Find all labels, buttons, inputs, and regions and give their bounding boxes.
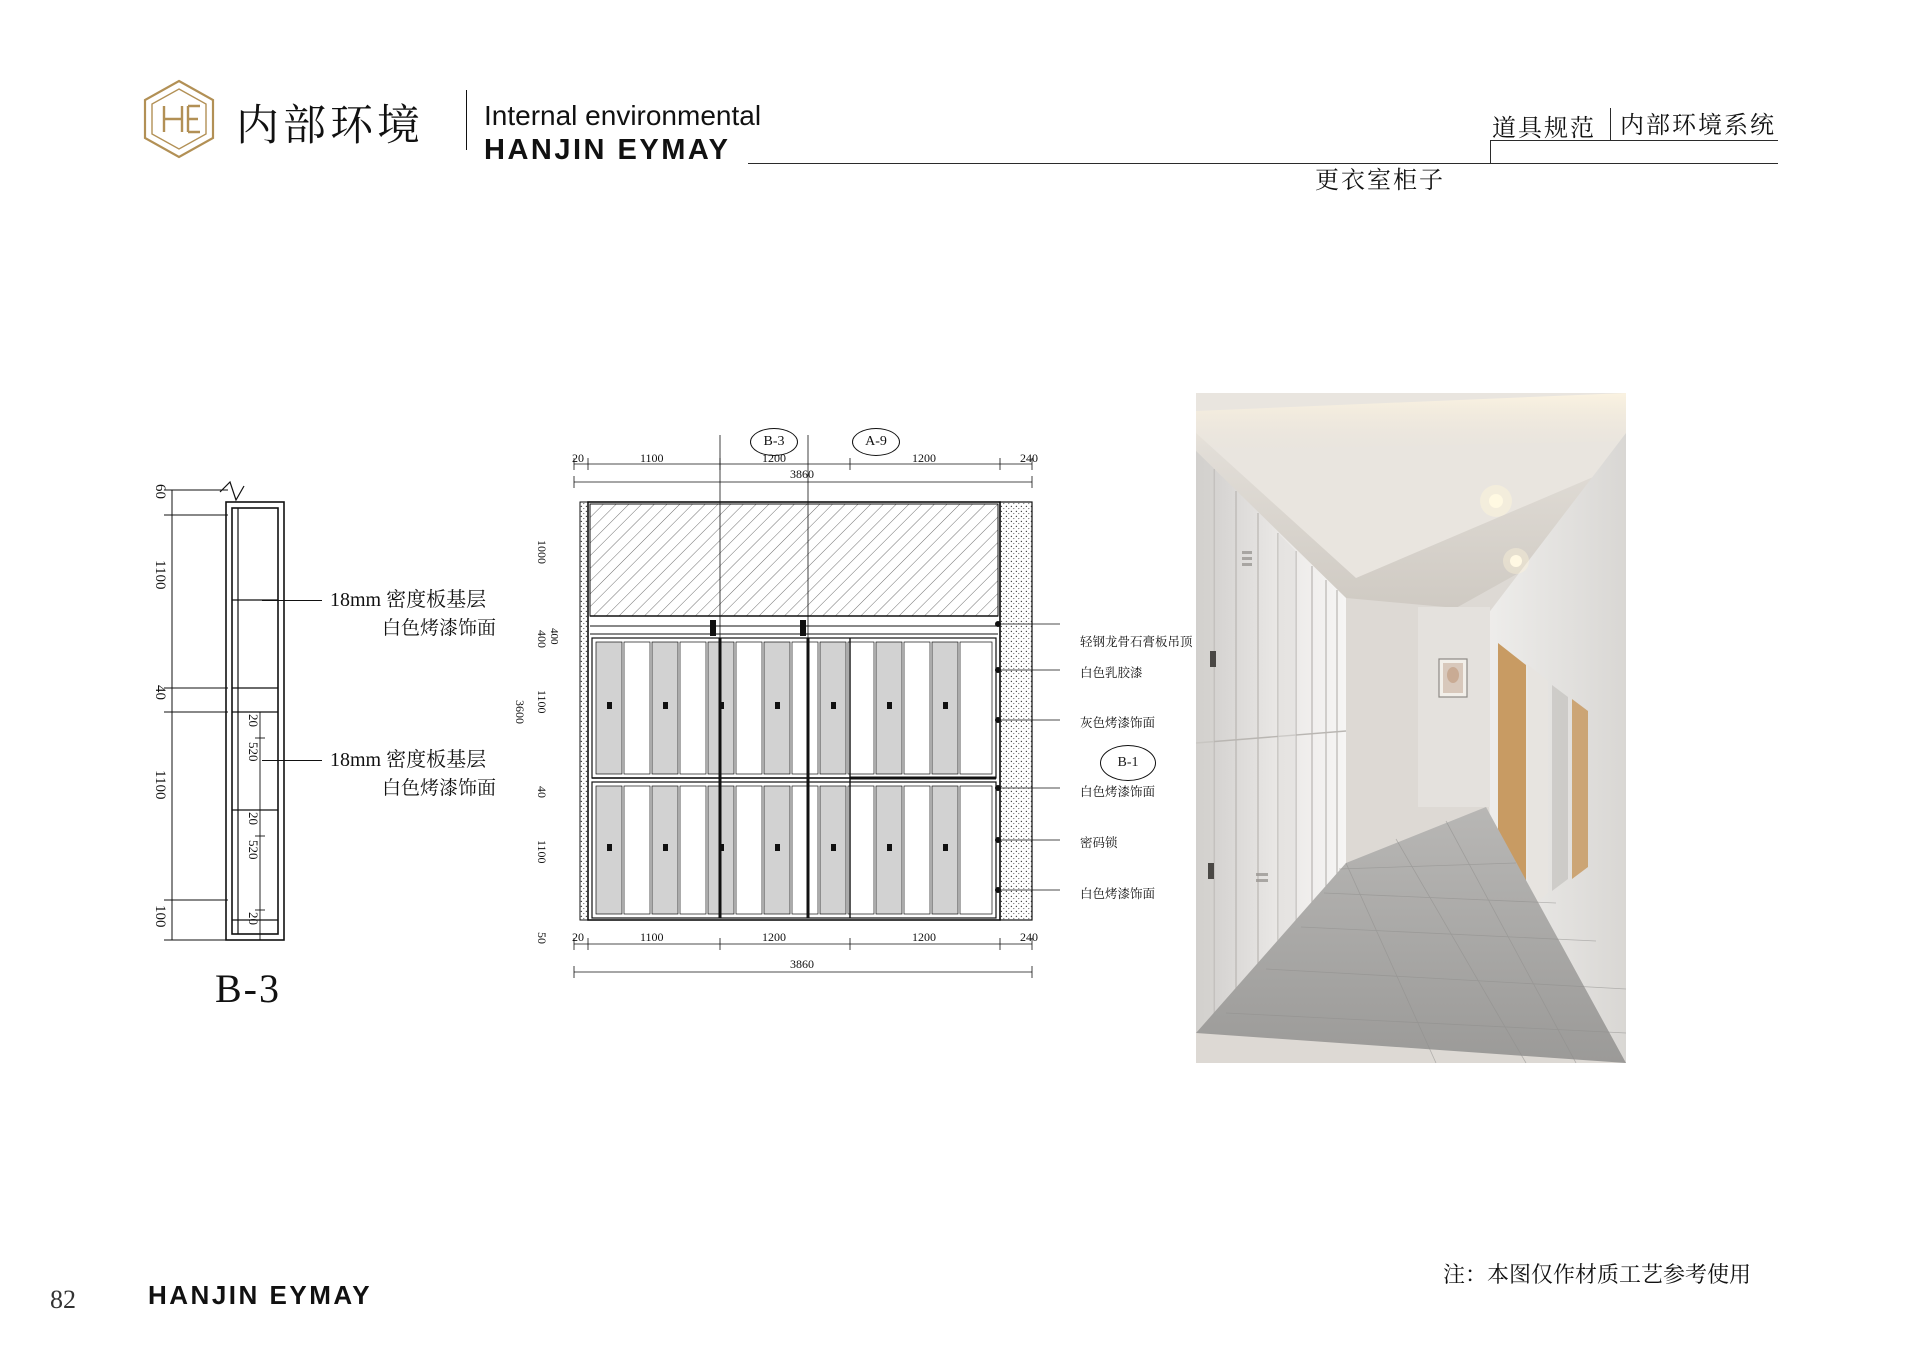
detail-bubble-a9[interactable]: A-9 (852, 428, 900, 456)
right-annot-2: 灰色烤漆饰面 (1080, 715, 1156, 730)
corridor-photo (1196, 393, 1626, 1063)
logo-divider (466, 90, 467, 150)
detail-bubble-b3[interactable]: B-3 (750, 428, 798, 456)
elev-left-dim-2: 1100 (535, 690, 549, 714)
elev-bot-dim-3: 1200 (912, 930, 936, 944)
right-annot-4: 密码锁 (1080, 835, 1118, 850)
detail-bubble-b1[interactable]: B-1 (1100, 745, 1156, 781)
elev-bot-dim-1: 1100 (640, 930, 664, 944)
header-rule-long (748, 163, 1778, 164)
dim-inner-1: 20 (246, 714, 261, 727)
annot-2-finish: 白色烤漆饰面 (382, 777, 497, 799)
elev-bot-dim-0: 20 (572, 930, 584, 944)
dim-inner-5: 20 (246, 912, 261, 925)
dim-left-2: 1100 (152, 560, 168, 590)
elev-bot-total: 3860 (790, 957, 814, 971)
page-header (0, 0, 1920, 230)
page-number: 82 (50, 1285, 76, 1314)
leader-line-2 (262, 760, 322, 761)
brand-wordmark: HANJIN EYMAY (484, 134, 731, 166)
section-drawing-b3 (150, 480, 510, 1000)
elev-left-dim-0: 1000 (535, 540, 549, 564)
annot-1-material: 18mm 密度板基层 (330, 589, 487, 611)
elevation-drawing (560, 420, 1080, 1040)
dim-left-4: 1100 (152, 770, 168, 800)
brand-logo-icon (138, 78, 220, 160)
elev-left-dim-3: 40 (535, 786, 549, 798)
dim-inner-3: 20 (246, 812, 261, 825)
elev-left-total: 3600 (513, 700, 527, 724)
brand-name-cn: 内部环境 (236, 101, 424, 151)
elev-top-dim-1: 1100 (640, 451, 664, 465)
leader-line-1 (262, 600, 322, 601)
right-annot-1: 白色乳胶漆 (1080, 665, 1143, 680)
brand-name-en: Internal environmental (484, 100, 762, 131)
right-annot-0: 轻钢龙骨石膏板吊顶 (1080, 634, 1193, 649)
dim-inner-2: 520 (246, 742, 261, 762)
title-system: 内部环境系统 (1620, 111, 1776, 139)
elev-bot-dim-4: 240 (1020, 930, 1038, 944)
footer-brand: HANJIN EYMAY (148, 1280, 373, 1310)
annot-2-material: 18mm 密度板基层 (330, 749, 487, 771)
dim-left-3: 40 (152, 685, 168, 700)
elev-top-dim-2: 1200 (762, 451, 786, 465)
drawing-label-b3: B-3 (215, 966, 281, 1011)
elev-top-dim-0: 20 (572, 451, 584, 465)
title-spec: 道具规范 (1492, 114, 1596, 142)
annot-1-finish: 白色烤漆饰面 (382, 617, 497, 639)
elev-bot-dim-2: 1200 (762, 930, 786, 944)
dim-left-1: 60 (152, 484, 168, 499)
header-tick-right (1610, 108, 1611, 140)
title-room: 更衣室柜子 (1315, 166, 1445, 194)
footer-note: 注：本图仅作材质工艺参考使用 (1443, 1263, 1752, 1288)
header-tick-left (1490, 140, 1491, 164)
dim-inner-4: 520 (246, 840, 261, 860)
elev-left-dim-1: 400 (535, 630, 549, 648)
elev-top-dim-4: 240 (1020, 451, 1038, 465)
right-annot-3: 白色烤漆饰面 (1080, 784, 1156, 799)
right-annot-5: 白色烤漆饰面 (1080, 886, 1156, 901)
dim-left-5: 100 (152, 905, 168, 928)
elev-left-dim-4: 1100 (535, 840, 549, 864)
elev-top-dim-3: 1200 (912, 451, 936, 465)
elev-left-sub: 400 (548, 628, 560, 645)
elev-left-dim-5: 50 (535, 932, 549, 944)
elev-top-total: 3860 (790, 467, 814, 481)
